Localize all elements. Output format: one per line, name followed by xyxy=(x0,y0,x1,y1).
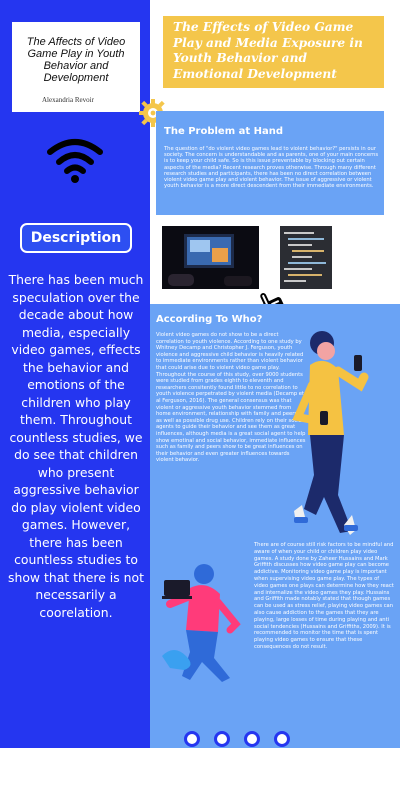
according-body-1: Violent video games do not show to be a direct correlation to youth violence. According to one study by Whitney Decamp and Christopher J. Ferguson, youth violence and aggressive child behavior is heavily related to immediate environments rather than violent behavior that could arise due to violent video game play. Throughout the course of this study, over 9000 students were studied from grades eighth to eleventh and researchers consitently found little to no correlation to youth violence perpetrated by violent media (Decamp et al Ferguson, 2016). The general consensus was that violent or aggressive youth behavior stemmed from home environment, relationship with family and peers, as well as possible drug use. Children rely on their social agents to guide their behavior and see them as great influences, although media is a great social agent to help show emotinal and social behavior, immediate influences such as family and peers show to be great influences on their behavior and even greater influences towards violent behavior. xyxy=(156,332,306,464)
banner-title: The Effects of Video Game Play and Media Exposure in Youth Behavior and Emotional Development xyxy=(173,20,363,81)
wifi-icon xyxy=(46,138,104,184)
left-column xyxy=(0,0,150,748)
author-name: Alexandria Revoir xyxy=(42,96,94,104)
nav-dot-3[interactable] xyxy=(244,731,260,747)
person-with-phone-illustration xyxy=(290,325,378,545)
problem-heading: The Problem at Hand xyxy=(164,126,284,137)
problem-body: The question of "do violent video games lead to violent behavior?" persists in our society. The concern is understandable and as parents, one of your main concerns is to keep your child safe. So is this issue preventable by blocking out certain aspects of the media? Recent research proves otherwise. Through many different research studies and participants, there has been no direct correlation between violent video game play and violent behavior. The issue of aggressive or violent youth behavior is a more direct descendent from their immediate environments. xyxy=(164,146,379,190)
nav-dot-1[interactable] xyxy=(184,731,200,747)
poster-title: The Affects of Video Game Play in Youth Behavior and Development xyxy=(26,36,126,84)
person-with-laptop-illustration xyxy=(160,560,244,690)
nav-dot-2[interactable] xyxy=(214,731,230,747)
gaming-photo xyxy=(162,226,259,289)
title-banner xyxy=(163,16,384,88)
nav-dot-4[interactable] xyxy=(274,731,290,747)
title-card xyxy=(12,22,140,112)
description-text: There has been much speculation over the decade about how media, especially video games, effects the behavior and emotions of the children who play them. Throughout countless studies, we do see that children who present aggressive behavior do play violent video games. However, there has been countless studies to show that there is not necessarily a coorelation. xyxy=(8,272,144,620)
according-body-2: There are of course still risk factors to be mindful and aware of when your child or children play video games. A study done by Zaheer Hussains and Mark Griffith discusses how video game play can become addictive. Monitoring video game play is important when supervising video game play. The types of video games one plays can determine how they react and internalize the video games they play. Hussains and Griffith made notably stated that though games can be used as stress relief, playing video games can also cause addiction to the games that they are playing, large losses of time during playing and anti social tendencies (Hussains and Griffiths, 2009). It is recommended to monitor the time that is spent playing video games to ensure that these consequences do not result. xyxy=(254,542,394,650)
problem-panel xyxy=(156,111,384,215)
according-heading: According To Who? xyxy=(156,314,263,325)
code-screen-photo xyxy=(280,226,332,289)
description-button[interactable]: Description xyxy=(20,223,132,253)
